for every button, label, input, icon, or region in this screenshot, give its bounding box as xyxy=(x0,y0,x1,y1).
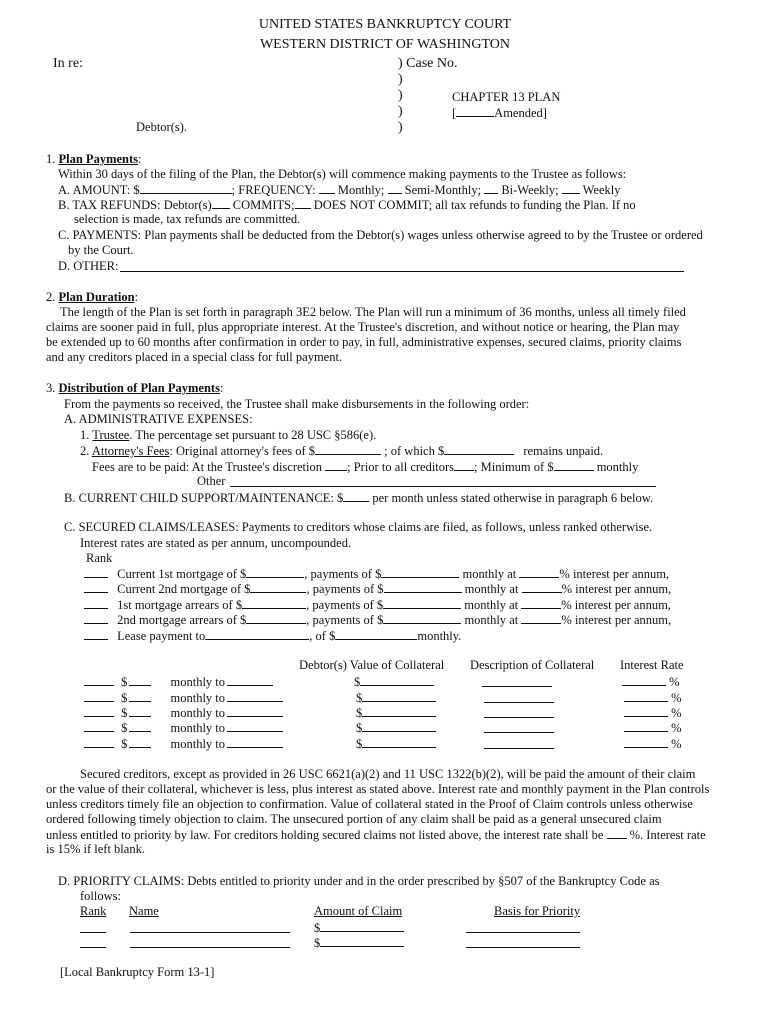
mortgage-row xyxy=(84,597,671,612)
collateral-row xyxy=(84,705,283,720)
priority-rank-field[interactable] xyxy=(80,931,106,933)
secured-para-5 xyxy=(46,827,706,842)
duration-line-1: The length of the Plan is set forth in paragraph 3E2 below. The Plan will run a minimum of 36 months, unless all timely filed xyxy=(60,305,686,319)
priority-rank-header: Rank xyxy=(80,904,107,918)
rate-field[interactable] xyxy=(624,720,668,732)
rate-cell xyxy=(624,736,682,751)
collateral-value-cell xyxy=(356,720,436,735)
trustee-discretion-check[interactable] xyxy=(325,459,347,471)
rank-field[interactable] xyxy=(84,628,108,640)
amount-label: A. AMOUNT: $ xyxy=(58,183,140,197)
section-3-num: 3. xyxy=(46,381,56,395)
child-support-label: B. CURRENT CHILD SUPPORT/MAINTENANCE: $ xyxy=(64,491,344,505)
collateral-rank-field[interactable] xyxy=(84,720,114,732)
dollar-sign: $ xyxy=(121,706,128,720)
interest-field[interactable] xyxy=(519,566,559,578)
amended-blank[interactable] xyxy=(456,105,494,117)
collateral-desc-field[interactable] xyxy=(484,747,554,749)
attorney-fees-row xyxy=(80,443,603,458)
rank-field[interactable] xyxy=(84,612,108,624)
mortgage-label: Current 2nd mortgage of $ xyxy=(117,582,251,596)
of-label: , of $ xyxy=(309,629,336,643)
lease-label: Lease payment to xyxy=(117,629,206,643)
minimum-label: ; Minimum of $ xyxy=(474,460,554,474)
duration-line-2: claims are sooner paid in full, plus appropriate interest. At the Trustee's discretion, and without notice or hearing, the Plan may xyxy=(46,320,680,334)
paren-2: ) xyxy=(398,88,403,103)
dollar-sign: $ xyxy=(356,691,363,705)
collateral-value-field[interactable] xyxy=(360,674,434,686)
dollar-sign: $ xyxy=(121,675,128,689)
section-1-num: 1. xyxy=(46,152,56,166)
rank-field[interactable] xyxy=(84,597,108,609)
section-1-colon: : xyxy=(138,152,142,166)
pct-sign: % xyxy=(671,706,682,720)
in-re-label: In re: xyxy=(53,56,83,71)
monthly-at-label: monthly at xyxy=(462,567,517,581)
dollar-sign: $ xyxy=(121,691,128,705)
collateral-value-cell xyxy=(356,736,436,751)
section-3-title: Distribution of Plan Payments xyxy=(58,381,220,395)
rank-field[interactable] xyxy=(84,581,108,593)
collateral-row xyxy=(84,674,273,689)
rate-field[interactable] xyxy=(624,705,668,717)
collateral-value-field[interactable] xyxy=(362,736,436,748)
payment-field[interactable] xyxy=(383,597,461,609)
court-name: UNITED STATES BANKRUPTCY COURT xyxy=(258,17,512,32)
lease-to-field[interactable] xyxy=(205,628,309,640)
duration-line-3: be extended up to 60 months after confirmation in order to pay, in full, administrative expenses, secured claims, priority claims xyxy=(46,335,682,349)
section-1-title: Plan Payments xyxy=(58,152,139,166)
chapter-title: CHAPTER 13 PLAN xyxy=(452,90,561,104)
mortgage-label: 1st mortgage arrears of $ xyxy=(117,598,243,612)
interest-field[interactable] xyxy=(522,581,562,593)
priority-basis-field[interactable] xyxy=(466,946,580,948)
section-2-colon: : xyxy=(134,290,139,304)
rank-field[interactable] xyxy=(84,566,108,578)
creditor-field[interactable] xyxy=(227,674,273,686)
secured-para-1: Secured creditors, except as provided in 26 USC 6621(a)(2) and 11 USC 1322(b)(2), will be paid the amount of their claim xyxy=(80,767,696,781)
case-no-label: ) Case No. xyxy=(398,56,458,71)
collateral-payment-field[interactable] xyxy=(129,736,151,748)
collateral-payment-field[interactable] xyxy=(129,705,151,717)
priority-rank-field[interactable] xyxy=(80,946,106,948)
of-which-label: ; of which $ xyxy=(384,444,445,458)
collateral-value-cell xyxy=(356,705,436,720)
monthly-at-label: monthly at xyxy=(464,582,519,596)
remains-unpaid-label: remains unpaid. xyxy=(523,444,604,458)
debtors-label: Debtor(s). xyxy=(136,120,188,134)
default-rate-field[interactable] xyxy=(607,827,627,839)
collateral-row xyxy=(84,736,283,751)
biweekly-label: Bi-Weekly; xyxy=(501,183,559,197)
collateral-rank-field[interactable] xyxy=(84,690,114,702)
collateral-value-field[interactable] xyxy=(362,705,436,717)
pct-sign: % xyxy=(669,675,680,689)
collateral-payment-field[interactable] xyxy=(129,720,151,732)
rate-cell xyxy=(624,690,682,705)
secured-para-2: or the value of their collateral, whichever is less, plus interest as stated above. Interest rate and monthly payment in the Plan controls xyxy=(46,782,710,796)
atty-num: 2. xyxy=(80,444,90,458)
mortgage-label: 2nd mortgage arrears of $ xyxy=(117,613,247,627)
creditor-field[interactable] xyxy=(227,690,283,702)
atty-label: Attorney's Fees xyxy=(91,444,170,458)
paren-4: ) xyxy=(398,120,403,135)
collateral-row xyxy=(84,690,283,705)
lease-amount-field[interactable] xyxy=(335,628,417,640)
interest-field[interactable] xyxy=(521,597,561,609)
rank-header: Rank xyxy=(86,551,113,565)
section-1-intro: Within 30 days of the filing of the Plan, the Debtor(s) will commence making payments to the Trustee as follows: xyxy=(58,167,627,181)
collateral-rank-field[interactable] xyxy=(84,736,114,748)
priority-basis-header: Basis for Priority xyxy=(494,904,581,918)
col-value-header: Debtor(s) Value of Collateral xyxy=(299,658,445,672)
semimonthly-label: Semi-Monthly; xyxy=(404,183,482,197)
dollar-sign: $ xyxy=(354,675,361,689)
other-fee-label: Other xyxy=(197,474,226,488)
frequency-label: ; FREQUENCY: xyxy=(231,183,316,197)
trustee-text: . The percentage set pursuant to 28 USC §586(e). xyxy=(129,428,377,442)
section-2-heading xyxy=(46,290,138,304)
payment-field[interactable] xyxy=(383,612,461,624)
collateral-value-field[interactable] xyxy=(362,690,436,702)
rate-field[interactable] xyxy=(624,690,668,702)
tax-refund-row xyxy=(58,197,636,212)
mortgage-amount-field[interactable] xyxy=(242,597,306,609)
collateral-desc-field[interactable] xyxy=(484,716,554,718)
collateral-value-cell xyxy=(356,690,436,705)
fees-paid-label: Fees are to be paid: At the Trustee's discretion xyxy=(92,460,322,474)
priority-name-field[interactable] xyxy=(130,946,290,948)
dollar-sign: $ xyxy=(121,721,128,735)
collateral-rank-field[interactable] xyxy=(84,705,114,717)
monthly-check[interactable] xyxy=(319,182,335,194)
unpaid-fee-field[interactable] xyxy=(444,443,514,455)
priority-name-header: Name xyxy=(129,904,159,918)
creditor-field[interactable] xyxy=(227,720,283,732)
weekly-check[interactable] xyxy=(562,182,580,194)
fees-paid-row xyxy=(92,459,638,474)
trustee-row xyxy=(80,428,376,442)
prior-label: ; Prior to all creditors xyxy=(347,460,455,474)
mortgage-amount-field[interactable] xyxy=(246,612,306,624)
col-desc-header: Description of Collateral xyxy=(470,658,595,672)
payments-of-label: , payments of $ xyxy=(306,582,384,596)
mortgage-amount-field[interactable] xyxy=(250,581,306,593)
creditor-field[interactable] xyxy=(227,736,283,748)
trustee-num: 1. xyxy=(80,428,90,442)
section-3-colon: : xyxy=(219,381,224,395)
mortgage-row xyxy=(84,581,671,596)
not-commit-check[interactable] xyxy=(295,197,311,209)
commits-label: COMMITS; xyxy=(232,198,295,212)
minimum-monthly-label: monthly xyxy=(596,460,639,474)
collateral-payment-field[interactable] xyxy=(129,674,151,686)
priority-line-1: D. PRIORITY CLAIMS: Debts entitled to priority under and in the order prescribed by §507 of the Bankruptcy Code as xyxy=(58,874,660,888)
collateral-value-field[interactable] xyxy=(362,720,436,732)
amended-field[interactable] xyxy=(452,105,547,120)
child-support-field[interactable] xyxy=(343,490,369,502)
amended-bracket: [ xyxy=(452,106,457,120)
rate-cell xyxy=(624,720,682,735)
dollar-sign: $ xyxy=(356,721,363,735)
monthly-label: Monthly; xyxy=(337,183,385,197)
duration-line-4: and any creditors placed in a special class for full payment. xyxy=(46,350,343,364)
paren-1: ) xyxy=(398,72,403,87)
amount-field[interactable] xyxy=(140,182,232,194)
interest-label: % interest per annum, xyxy=(561,582,672,596)
commits-check[interactable] xyxy=(212,197,230,209)
payments-of-label: , payments of $ xyxy=(304,567,382,581)
monthly-at-label: monthly at xyxy=(464,598,519,612)
child-support-text: per month unless stated otherwise in paragraph 6 below. xyxy=(372,491,654,505)
monthly-to-label: monthly to xyxy=(170,721,226,735)
payment-field[interactable] xyxy=(381,566,459,578)
secured-claims-line-2: Interest rates are stated as per annum, uncompounded. xyxy=(80,536,352,550)
secured-para-5-text: unless entitled to priority by law. For creditors holding secured claims not listed above, the interest rate shall be xyxy=(46,828,604,842)
monthly-at-label: monthly at xyxy=(464,613,519,627)
amount-row xyxy=(58,182,621,197)
priority-name-field[interactable] xyxy=(130,931,290,933)
monthly-to-label: monthly to xyxy=(170,706,226,720)
pct-sign: % xyxy=(671,737,682,751)
monthly-to-label: monthly to xyxy=(170,737,226,751)
collateral-desc-field[interactable] xyxy=(482,685,552,687)
other-label: D. OTHER: xyxy=(58,259,119,273)
payments-of-label: , payments of $ xyxy=(306,598,384,612)
collateral-rank-field[interactable] xyxy=(84,674,114,686)
lease-row xyxy=(84,628,461,643)
priority-amount-header: Amount of Claim xyxy=(314,904,403,918)
interest-label: % interest per annum, xyxy=(559,567,670,581)
payments-line-2: by the Court. xyxy=(68,243,134,257)
secured-para-6: is 15% if left blank. xyxy=(46,842,145,856)
section-1-heading xyxy=(46,152,142,166)
distribution-intro: From the payments so received, the Trustee shall make disbursements in the following order: xyxy=(64,397,530,411)
amended-label: Amended] xyxy=(494,106,547,120)
mortgage-row xyxy=(84,612,671,627)
mortgage-label: Current 1st mortgage of $ xyxy=(117,567,247,581)
creditor-field[interactable] xyxy=(227,705,283,717)
secured-claims-line-1: C. SECURED CLAIMS/LEASES: Payments to creditors whose claims are filed, as follows, unless ranked otherwise. xyxy=(64,520,653,534)
mortgage-amount-field[interactable] xyxy=(246,566,304,578)
lease-monthly-label: monthly. xyxy=(417,629,462,643)
payment-field[interactable] xyxy=(384,581,462,593)
payments-of-label: , payments of $ xyxy=(306,613,384,627)
col-rate-header: Interest Rate xyxy=(620,658,684,672)
interest-label: % interest per annum, xyxy=(561,598,671,612)
collateral-value-cell xyxy=(354,674,434,689)
secured-para-5-end: %. Interest rate xyxy=(629,828,706,842)
section-2-num: 2. xyxy=(46,290,56,304)
mortgage-row xyxy=(84,566,669,581)
court-district: WESTERN DISTRICT OF WASHINGTON xyxy=(259,37,511,52)
collateral-desc-field[interactable] xyxy=(484,701,554,703)
prior-check[interactable] xyxy=(454,459,474,471)
priority-amount-field[interactable] xyxy=(320,935,404,947)
monthly-to-label: monthly to xyxy=(170,675,226,689)
payments-line-1: C. PAYMENTS: Plan payments shall be deducted from the Debtor(s) wages unless otherwise agreed to by the Trustee or ordered xyxy=(58,228,703,242)
priority-amount-cell xyxy=(314,920,404,935)
tax-refund-label: B. TAX REFUNDS: Debtor(s) xyxy=(58,198,212,212)
dollar-sign: $ xyxy=(314,921,321,935)
not-commit-label: DOES NOT COMMIT; all tax refunds to funding the Plan. If no xyxy=(313,198,636,212)
pct-sign: % xyxy=(671,691,682,705)
original-fee-field[interactable] xyxy=(315,443,381,455)
secured-para-3: unless creditors timely file an objection to confirmation. Value of collateral stated in the Proof of Claim controls unless otherwise xyxy=(46,797,693,811)
biweekly-check[interactable] xyxy=(484,182,498,194)
dollar-sign: $ xyxy=(356,706,363,720)
paren-3: ) xyxy=(398,104,403,119)
weekly-label: Weekly xyxy=(582,183,621,197)
priority-amount-field[interactable] xyxy=(320,920,404,932)
section-2-title: Plan Duration xyxy=(58,290,135,304)
rate-cell xyxy=(622,674,680,689)
interest-field[interactable] xyxy=(521,612,561,624)
collateral-desc-field[interactable] xyxy=(484,731,554,733)
rate-field[interactable] xyxy=(622,674,666,686)
dollar-sign: $ xyxy=(314,936,321,950)
dollar-sign: $ xyxy=(121,737,128,751)
priority-basis-field[interactable] xyxy=(466,931,580,933)
atty-text: : Original attorney's fees of $ xyxy=(169,444,316,458)
other-field[interactable] xyxy=(120,270,684,272)
rate-cell xyxy=(624,705,682,720)
collateral-payment-field[interactable] xyxy=(129,690,151,702)
child-support-row xyxy=(64,490,653,505)
dollar-sign: $ xyxy=(356,737,363,751)
rate-field[interactable] xyxy=(624,736,668,748)
interest-label: % interest per annum, xyxy=(561,613,672,627)
trustee-label: Trustee xyxy=(92,428,130,442)
minimum-field[interactable] xyxy=(554,459,594,471)
secured-para-4: ordered following timely objection to claim. The unsecured portion of any claim shall be paid as a general unsecured claim xyxy=(46,812,662,826)
form-footer: [Local Bankruptcy Form 13-1] xyxy=(60,965,215,979)
admin-expenses-title: A. ADMINISTRATIVE EXPENSES: xyxy=(64,412,253,426)
semimonthly-check[interactable] xyxy=(388,182,402,194)
section-3-heading xyxy=(46,381,223,395)
other-fee-field[interactable] xyxy=(230,485,656,487)
priority-line-2: follows: xyxy=(80,889,121,903)
monthly-to-label: monthly to xyxy=(170,691,226,705)
pct-sign: % xyxy=(671,721,682,735)
priority-amount-cell xyxy=(314,935,404,950)
tax-refund-note: selection is made, tax refunds are committed. xyxy=(74,212,301,226)
collateral-row xyxy=(84,720,283,735)
